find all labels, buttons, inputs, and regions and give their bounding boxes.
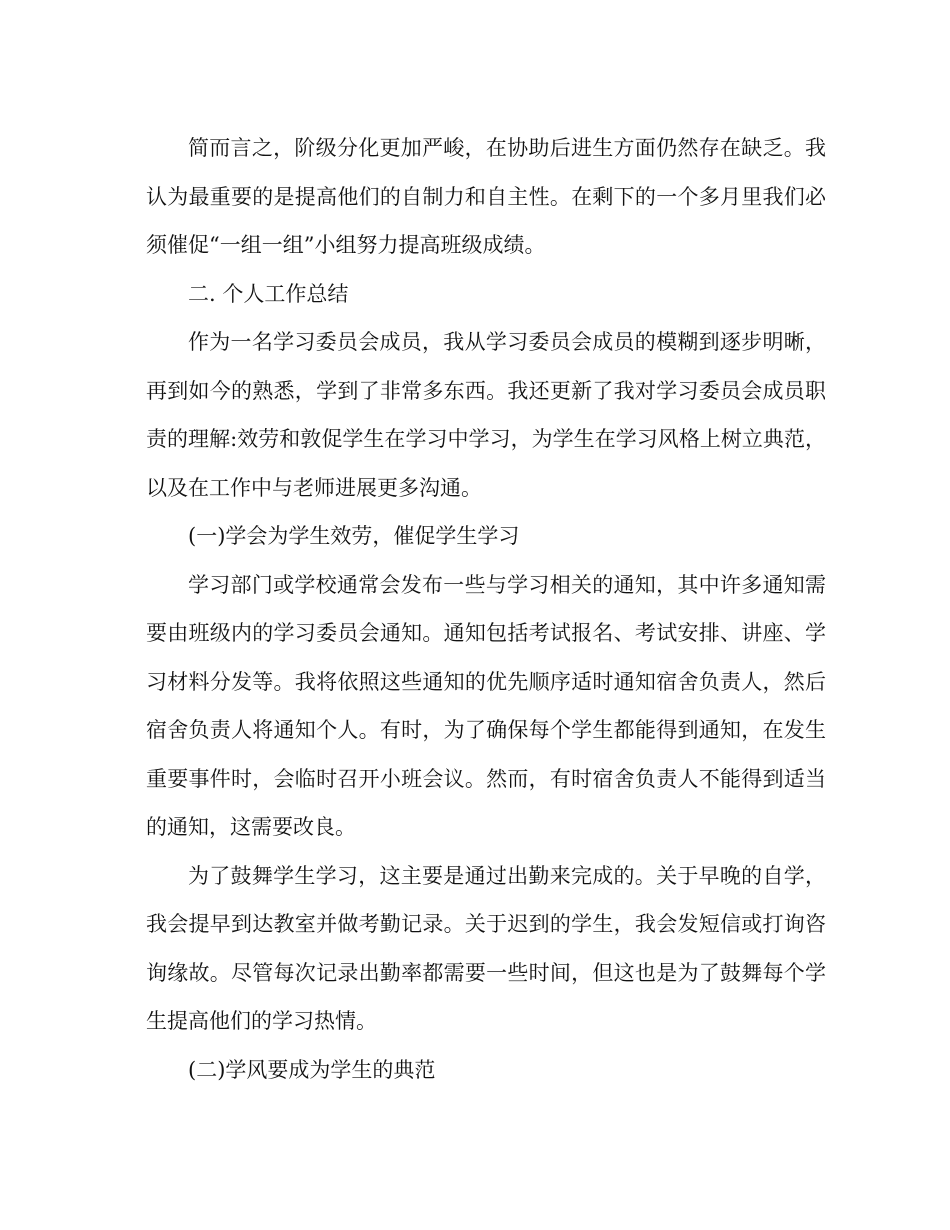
paragraph-notifications: 学习部门或学校通常会发布一些与学习相关的通知，其中许多通知需要由班级内的学习委员会通知。通知包括考试报名、考试安排、讲座、学习材料分发等。我将依照这些通知的优先顺序适时通知宿舍负责人，然后宿舍负责人将通知个人。有时，为了确保每个学生都能得到通知，在发生重要事件时，会临时召开小班会议。然而，有时宿舍负责人不能得到适当的通知，这需要改良。 xyxy=(146,572,826,839)
paragraph-attendance: 为了鼓舞学生学习，这主要是通过出勤来完成的。关于早晚的自学，我会提早到达教室并做考勤记录。关于迟到的学生，我会发短信或打询咨询缘故。尽管每次记录出勤率都需要一些时间，但这也是为了鼓舞每个学生提高他们的学习热情。 xyxy=(146,863,826,1033)
document-body xyxy=(146,124,826,1094)
section-heading-personal-summary: 二. 个人工作总结 xyxy=(188,281,349,306)
paragraph-class-summary: 简而言之，阶级分化更加严峻，在协助后进生方面仍然存在缺乏。我认为最重要的是提高他们的自制力和自主性。在剩下的一个多月里我们必须催促“一组一组”小组努力提高班级成绩。 xyxy=(146,136,826,257)
subheading-serve-students: (一)学会为学生效劳，催促学生学习 xyxy=(188,524,520,548)
subheading-study-style: (二)学风要成为学生的典范 xyxy=(188,1057,436,1082)
paragraph-committee-role: 作为一名学习委员会成员，我从学习委员会成员的模糊到逐步明晰，再到如今的熟悉，学到了非常多东西。我还更新了我对学习委员会成员职责的理解:效劳和敦促学生在学习中学习，为学生在学习风格上树立典范，以及在工作中与老师进展更多沟通。 xyxy=(146,330,826,500)
